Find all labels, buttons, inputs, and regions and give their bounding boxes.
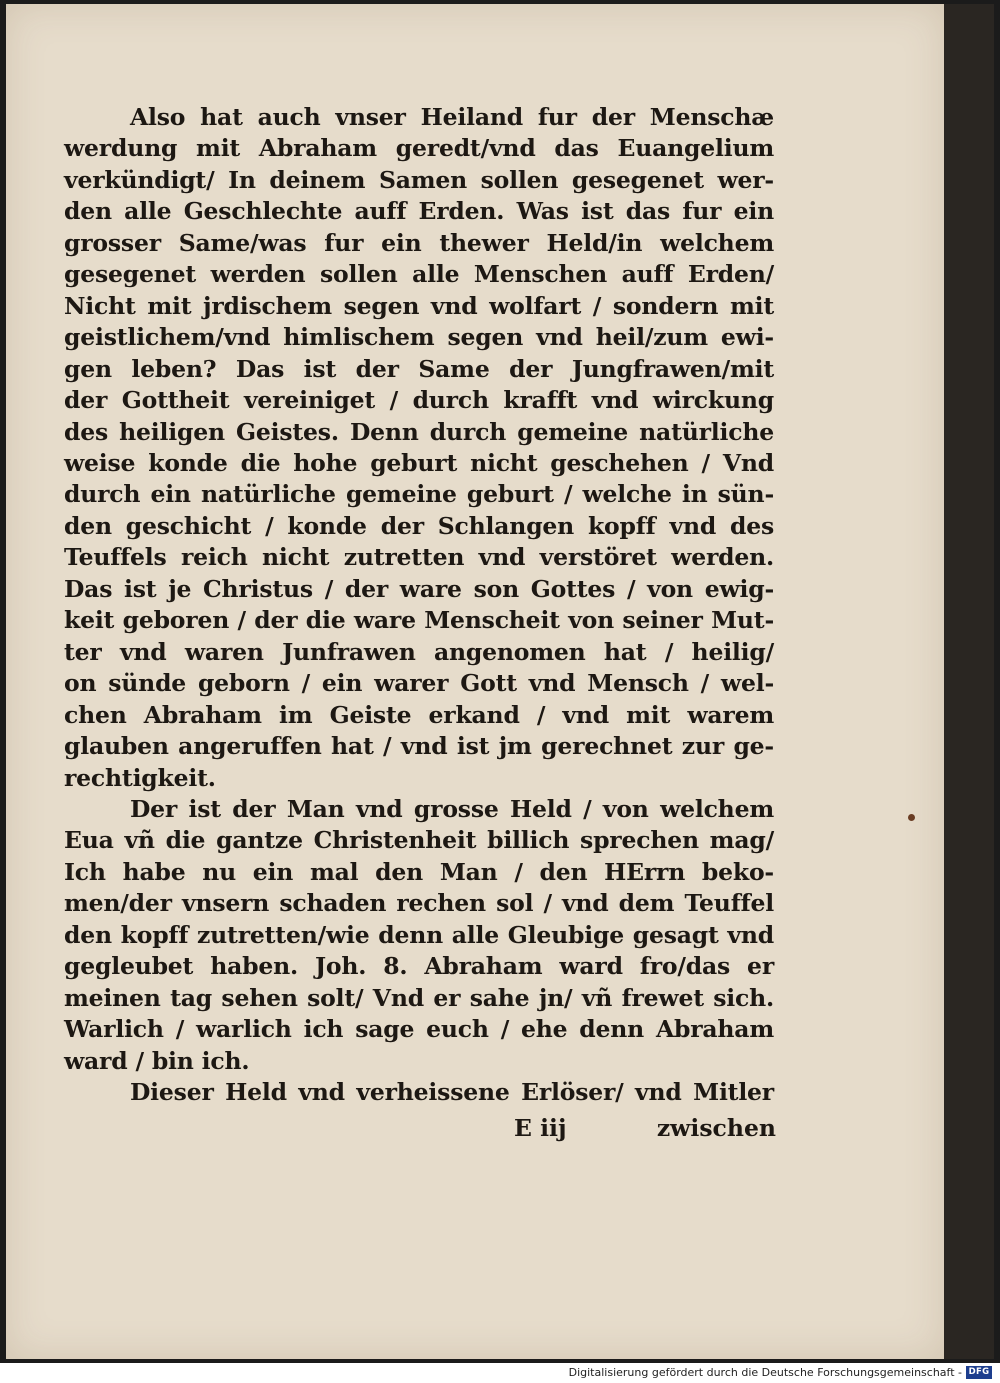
catchword: zwischen	[656, 1114, 776, 1142]
text-line: chen Abraham im Geiste erkand / vnd mit warem	[64, 700, 774, 729]
text-line: rechtigkeit.	[64, 763, 216, 792]
funding-credit: Digitalisierung gefördert durch die Deutsche Forschungsgemeinschaft -	[568, 1366, 962, 1379]
text-line: Das ist je Christus / der ware son Gottes / von ewig‑	[64, 574, 774, 603]
text-line: weise konde die hohe geburt nicht geschehen / Vnd	[64, 448, 774, 477]
text-line: Also hat auch vnser Heiland fur der Menschæ	[130, 103, 774, 131]
text-line: Nicht mit jrdischem segen vnd wolfart / sondern mit	[64, 291, 774, 320]
page-edge	[944, 4, 994, 1359]
text-line: meinen tag sehen solt/ Vnd er sahe jn/ vñ frewet sich.	[64, 983, 774, 1012]
text-line: Warlich / warlich ich sage euch / ehe denn Abraham	[64, 1015, 774, 1044]
text-line: des heiligen Geistes. Denn durch gemeine natürliche	[64, 417, 774, 446]
text-line: durch ein natürliche gemeine geburt / welche in sün‑	[64, 480, 774, 509]
text-line: on sünde geborn / ein warer Gott vnd Mensch / wel‑	[64, 669, 774, 698]
page-foot	[506, 1114, 776, 1146]
text-line: glauben angeruffen hat / vnd ist jm gerechnet zur ge‑	[64, 732, 774, 761]
text-line: den alle Geschlechte auff Erden. Was ist das fur ein	[64, 197, 774, 226]
text-line: keit geboren / der die ware Menscheit von seiner Mut‑	[64, 606, 774, 635]
text-line: gen leben? Das ist der Same der Jungfrawen/mit	[64, 354, 774, 383]
text-line: werdung mit Abraham geredt/vnd das Euangelium	[64, 134, 774, 163]
book-page	[6, 4, 944, 1359]
text-line: gesegenet werden sollen alle Menschen auff Erden/	[64, 260, 774, 289]
text-line: geistlichem/vnd himlischem segen vnd heil/zum ewi‑	[64, 323, 774, 352]
ink-speck	[908, 814, 915, 821]
text-line: den geschicht / konde der Schlangen kopff vnd des	[64, 511, 774, 540]
text-line: men/der vnsern schaden rechen sol / vnd dem Teuffel	[64, 889, 774, 918]
text-line: Der ist der Man vnd grosse Held / von welchem	[130, 794, 774, 823]
body-text	[64, 102, 774, 1109]
text-line: den kopff zutretten/wie denn alle Gleubige gesagt vnd	[64, 920, 774, 949]
signature-mark: E iij	[514, 1114, 567, 1142]
text-line: ward / bin ich.	[64, 1046, 250, 1075]
text-line: Dieser Held vnd verheissene Erlöser/ vnd Mitler	[130, 1078, 774, 1107]
text-line: grosser Same/was fur ein thewer Held/in welchem	[64, 228, 774, 257]
text-line: Ich habe nu ein mal den Man / den HErrn beko‑	[64, 857, 774, 886]
dfg-logo-icon[interactable]: DFG	[966, 1366, 992, 1379]
text-line: gegleubet haben. Joh. 8. Abraham ward fro/das er	[64, 952, 774, 981]
text-line: ter vnd waren Junfrawen angenomen hat / heilig/	[64, 637, 774, 666]
footer-bar	[0, 1363, 1000, 1383]
text-line: der Gottheit vereiniget / durch krafft vnd wirckung	[64, 386, 774, 415]
text-line: Teuffels reich nicht zutretten vnd verstöret werden.	[64, 543, 774, 572]
text-line: verkündigt/ In deinem Samen sollen gesegenet wer‑	[64, 165, 774, 194]
text-line: Eua vñ die gantze Christenheit billich sprechen mag/	[64, 826, 774, 855]
